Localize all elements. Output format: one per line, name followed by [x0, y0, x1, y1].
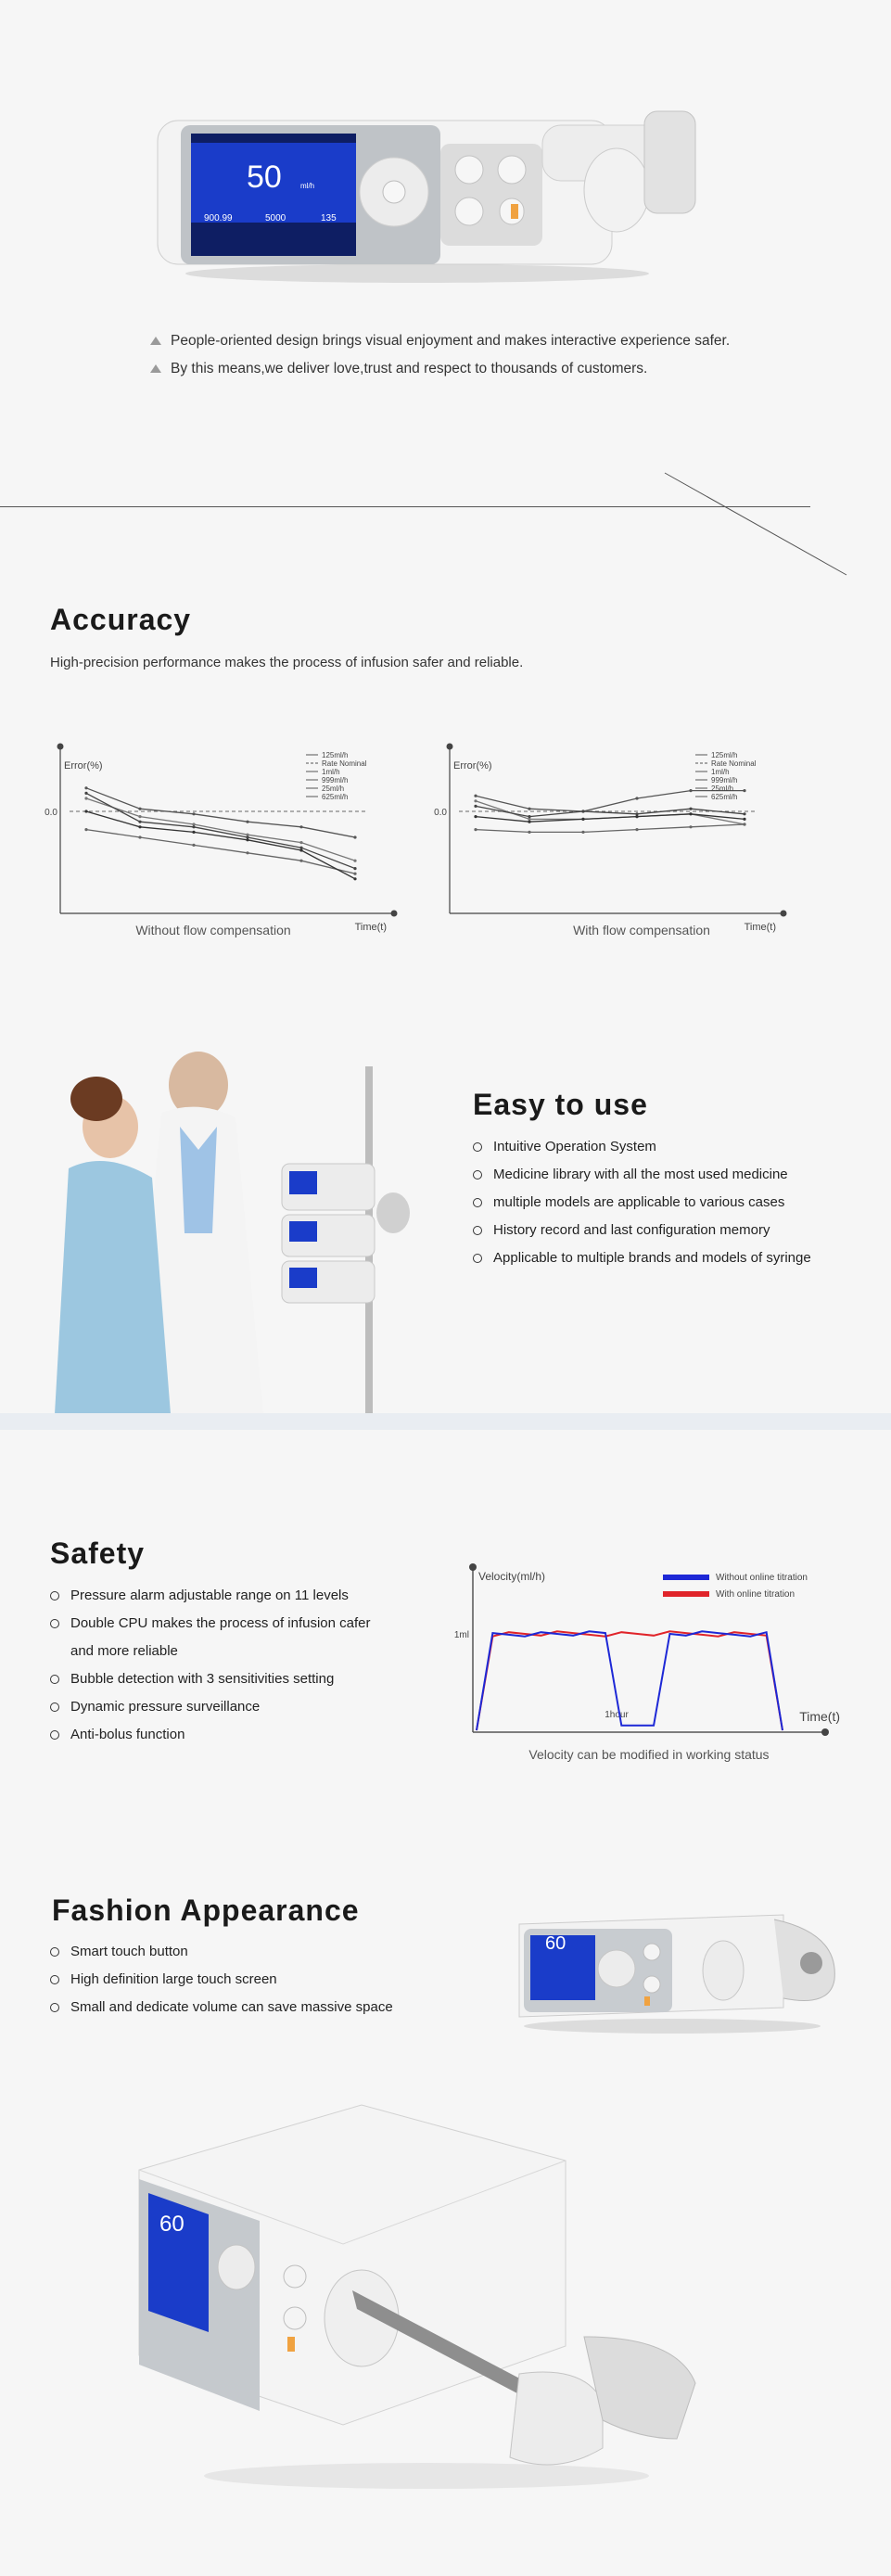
data-point [138, 815, 141, 818]
data-point [474, 795, 477, 797]
hero-bullet: People-oriented design brings visual enjoyment and makes interactive experience safer. [148, 327, 816, 355]
data-point [299, 848, 302, 851]
y-tick-label: 1ml [453, 1630, 469, 1640]
x-axis-label: Time(t) [799, 1709, 840, 1724]
list-item: Applicable to multiple brands and models of syringe [473, 1244, 811, 1272]
circle-bullet-icon [473, 1226, 482, 1235]
accuracy-subtitle: High-precision performance makes the process of infusion safer and reliable. [50, 655, 524, 670]
legend-label: 999ml/h [711, 776, 738, 784]
series-line [477, 1631, 783, 1730]
y-tick-label: 0.0 [434, 808, 447, 818]
data-point [635, 797, 638, 799]
list-item: Bubble detection with 3 sensitivities setting [50, 1665, 371, 1693]
circle-bullet-icon [50, 1975, 59, 1984]
list-item: Dynamic pressure surveillance [50, 1693, 371, 1721]
y-axis-label: Error(%) [453, 760, 492, 772]
legend-label: 25ml/h [711, 784, 734, 793]
legend-label: 1ml/h [711, 768, 730, 776]
data-point [192, 812, 195, 815]
legend-label: 125ml/h [322, 751, 349, 759]
data-point [299, 847, 302, 849]
legend-label: Rate Nominal [711, 759, 757, 768]
list-item: Small and dedicate volume can save massive space [50, 1994, 393, 2021]
data-point [528, 815, 530, 818]
chart-caption: Without flow compensation [135, 923, 291, 937]
list-item: Anti-bolus function [50, 1721, 371, 1749]
data-point [689, 808, 692, 810]
accuracy-title: Accuracy [50, 603, 192, 636]
list-item: multiple models are applicable to various cases [473, 1189, 811, 1217]
list-item: History record and last configuration memory [473, 1217, 811, 1244]
data-point [299, 860, 302, 862]
data-point [528, 808, 530, 810]
side-view-screen-value: 60 [545, 1933, 566, 1954]
axis-end-dot [57, 744, 64, 750]
legend-swatch [663, 1591, 709, 1597]
x-axis-label: Time(t) [354, 922, 387, 933]
data-point [138, 825, 141, 828]
triangle-icon [150, 364, 161, 373]
data-point [581, 810, 584, 812]
data-point [84, 810, 87, 812]
data-point [192, 823, 195, 825]
list-item: Pressure alarm adjustable range on 11 levels [50, 1582, 371, 1610]
data-point [246, 835, 248, 838]
chart-caption: Velocity can be modified in working status [528, 1747, 770, 1762]
hero-rate-unit: ml/h [300, 182, 315, 190]
hero-pressure-value: 135 [321, 213, 337, 223]
legend-label: 1ml/h [322, 768, 340, 776]
section-band [0, 1413, 891, 1430]
circle-bullet-icon [50, 2003, 59, 2012]
data-point [635, 815, 638, 818]
axis-end-dot [391, 911, 398, 917]
y-tick-label: 0.0 [45, 808, 57, 818]
data-point [474, 799, 477, 802]
data-point [528, 831, 530, 834]
series-line [476, 791, 745, 811]
data-point [353, 835, 356, 838]
chart-caption: With flow compensation [573, 923, 710, 937]
list-item: Intuitive Operation System [473, 1133, 811, 1161]
circle-bullet-icon [473, 1254, 482, 1263]
legend-label: 125ml/h [711, 751, 738, 759]
data-point [246, 834, 248, 836]
fashion-feature-list [50, 1938, 393, 2021]
axis-end-dot [781, 911, 787, 917]
data-point [84, 797, 87, 799]
x-axis-label: Time(t) [744, 922, 776, 933]
data-point [353, 873, 356, 875]
data-point [528, 818, 530, 821]
doctor-nurse-photo [50, 1048, 439, 1414]
circle-bullet-icon [473, 1142, 482, 1152]
hero-total-value: 5000 [265, 213, 286, 223]
data-point [474, 815, 477, 818]
list-item: Double CPU makes the process of infusion cafer [50, 1610, 371, 1638]
data-point [689, 789, 692, 792]
data-point [474, 805, 477, 808]
data-point [192, 831, 195, 834]
data-point [246, 838, 248, 841]
data-point [528, 821, 530, 823]
axis-end-dot [469, 1563, 477, 1571]
data-point [299, 825, 302, 828]
y-axis-label: Velocity(ml/h) [478, 1570, 546, 1583]
legend-label: With online titration [716, 1589, 796, 1600]
legend-label: 625ml/h [322, 793, 349, 801]
data-point [138, 821, 141, 823]
circle-bullet-icon [50, 1730, 59, 1740]
easy-feature-list [473, 1133, 811, 1272]
accuracy-chart-without-compensation [46, 737, 408, 941]
y-axis-label: Error(%) [64, 760, 103, 772]
hero-bullets [148, 327, 816, 383]
data-point [635, 828, 638, 831]
safety-title: Safety [50, 1537, 146, 1570]
circle-bullet-icon [50, 1947, 59, 1957]
circle-bullet-icon [50, 1591, 59, 1600]
data-point [246, 821, 248, 823]
data-point [192, 825, 195, 828]
series-line [86, 811, 355, 879]
velocity-chart [454, 1558, 844, 1743]
data-point [743, 823, 745, 825]
data-point [743, 789, 745, 792]
data-point [743, 812, 745, 815]
data-point [581, 831, 584, 834]
data-point [299, 841, 302, 844]
circle-bullet-icon [473, 1170, 482, 1180]
data-point [84, 792, 87, 795]
circle-bullet-icon [50, 1702, 59, 1712]
axis-end-dot [447, 744, 453, 750]
series-line [476, 824, 745, 832]
legend-swatch [663, 1575, 709, 1580]
list-item: Smart touch button [50, 1938, 393, 1966]
hero-rate-value: 50 [247, 159, 282, 195]
data-point [689, 825, 692, 828]
annotation-label: 1hour [605, 1710, 629, 1720]
data-point [353, 867, 356, 870]
easy-title: Easy to use [473, 1088, 648, 1121]
data-point [353, 860, 356, 862]
fashion-title: Fashion Appearance [52, 1894, 360, 1927]
data-point [635, 812, 638, 815]
hero-bullet: By this means,we deliver love,trust and respect to thousands of customers. [148, 355, 816, 383]
circle-bullet-icon [473, 1198, 482, 1207]
diagonal-divider [663, 471, 848, 578]
safety-feature-list [50, 1582, 371, 1749]
series-line [477, 1631, 783, 1730]
legend-label: Without online titration [716, 1573, 808, 1583]
accuracy-chart-with-compensation [436, 737, 807, 941]
hero-vtbi-value: 900.99 [204, 213, 233, 223]
side-view-pump-image [505, 1896, 848, 2035]
legend-label: 999ml/h [322, 776, 349, 784]
data-point [192, 844, 195, 847]
hero-screen [191, 158, 356, 241]
data-point [138, 835, 141, 838]
list-item: Medicine library with all the most used medicine [473, 1161, 811, 1189]
angled-pump-image [121, 2105, 751, 2494]
angled-screen-value: 60 [159, 2212, 185, 2237]
circle-bullet-icon [50, 1675, 59, 1684]
data-point [138, 808, 141, 810]
legend-label: 25ml/h [322, 784, 345, 793]
triangle-icon [150, 337, 161, 345]
data-point [84, 828, 87, 831]
legend-label: Rate Nominal [322, 759, 367, 768]
circle-bullet-icon [50, 1619, 59, 1628]
data-point [689, 812, 692, 815]
axis-end-dot [821, 1728, 829, 1736]
list-item: High definition large touch screen [50, 1966, 393, 1994]
data-point [84, 786, 87, 789]
data-point [743, 818, 745, 821]
data-point [246, 851, 248, 854]
data-point [581, 818, 584, 821]
list-item-continued: and more reliable [70, 1643, 178, 1659]
data-point [474, 828, 477, 831]
data-point [353, 877, 356, 880]
legend-label: 625ml/h [711, 793, 738, 801]
